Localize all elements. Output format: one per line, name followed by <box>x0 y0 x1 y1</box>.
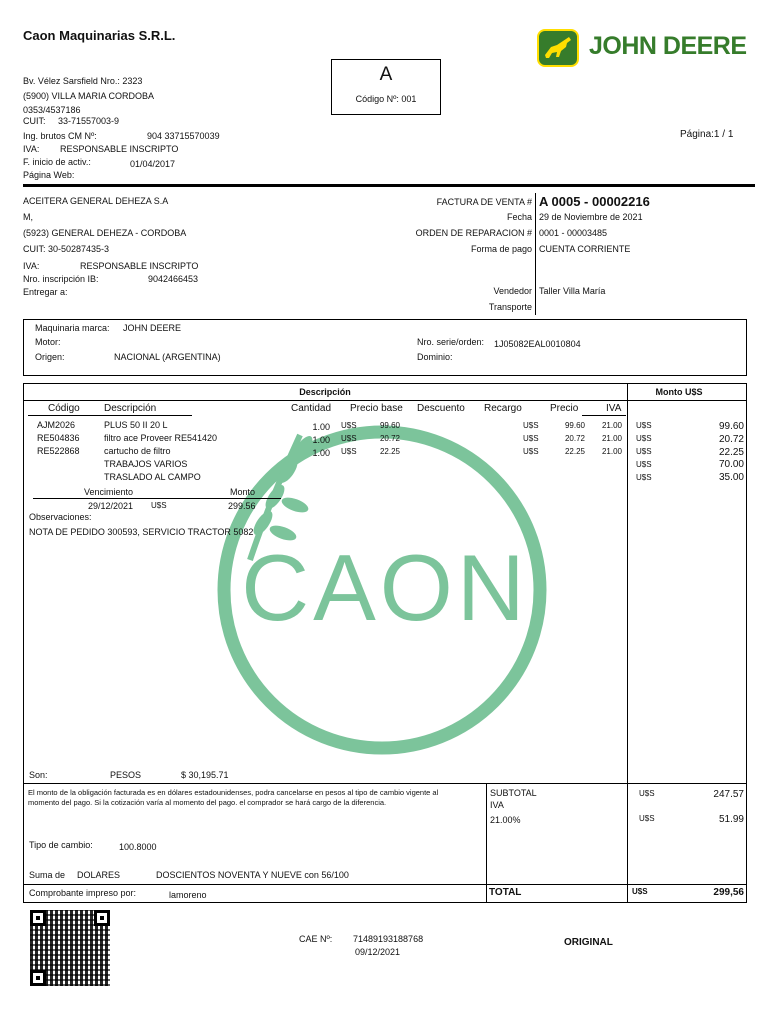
marca-label: Maquinaria marca: <box>35 323 110 333</box>
vendedor-label: Vendedor <box>493 286 532 296</box>
impreso-value: lamoreno <box>169 890 207 900</box>
row-desc: TRASLADO AL CAMPO <box>104 472 201 482</box>
vencimiento-monto: 299.56 <box>228 501 256 511</box>
iva-currency: U$S <box>639 814 655 823</box>
company-inicio-label: F. inicio de activ.: <box>23 157 91 167</box>
row-base: 22.25 <box>379 447 400 456</box>
col-iva: IVA <box>606 403 622 414</box>
client-name: ACEITERA GENERAL DEHEZA S.A <box>23 196 169 206</box>
motor-label: Motor: <box>35 337 61 347</box>
company-ing: 904 33715570039 <box>147 131 220 141</box>
row-desc: filtro ace Proveer RE541420 <box>104 433 218 443</box>
legal-text: El monto de la obligación facturada es en dólares estadounidenses, podra cancelarse en pesos al tipo de cambio vigente al momento del pago. Si la cotización varía al momento del pago. el comprador se hará cargo de la diferencia. <box>28 788 439 807</box>
row-monto: 22.25 <box>718 447 744 458</box>
origen-value: NACIONAL (ARGENTINA) <box>114 352 221 362</box>
son-currency: PESOS <box>110 770 142 780</box>
row-codigo: RE504836 <box>37 433 80 443</box>
col-underline-1 <box>28 415 192 416</box>
row-base: 99.60 <box>379 421 400 430</box>
client-iva-label: IVA: <box>23 261 40 271</box>
row-codigo: AJM2026 <box>37 420 76 430</box>
company-cuit: 33-71557003-9 <box>58 116 120 126</box>
row-monto-currency: U$S <box>636 473 652 482</box>
qr-finder <box>94 910 110 926</box>
col-precio-base: Precio base <box>350 403 403 414</box>
table-header-line <box>23 400 747 401</box>
col-cantidad: Cantidad <box>291 403 332 414</box>
monto-header: Monto U$S <box>655 387 703 397</box>
orden-label: ORDEN DE REPARACION # <box>415 228 532 238</box>
client-line2: M, <box>23 212 33 222</box>
factura-number: A 0005 - 00002216 <box>539 194 650 209</box>
row-monto: 20.72 <box>718 434 744 445</box>
pago-value: CUENTA CORRIENTE <box>539 244 631 254</box>
subtotal-label: SUBTOTAL <box>490 788 537 798</box>
caon-stamp <box>195 405 565 775</box>
monto-column-line <box>627 383 628 903</box>
orden-value: 0001 - 00003485 <box>539 228 608 238</box>
company-address2: (5900) VILLA MARIA CORDOBA <box>23 91 155 101</box>
client-address: (5923) GENERAL DEHEZA - CORDOBA <box>23 228 187 238</box>
suma-label: Suma de <box>29 870 66 880</box>
row-monto: 99.60 <box>718 421 744 432</box>
page-number: Página:1 / 1 <box>680 129 734 140</box>
son-amount: $ 30,195.71 <box>181 770 229 780</box>
row-monto-currency: U$S <box>636 460 652 469</box>
vendedor-value: Taller Villa María <box>539 286 606 296</box>
total-label: TOTAL <box>489 887 522 898</box>
col-precio: Precio <box>550 403 579 414</box>
row-iva: 21.00 <box>601 434 622 443</box>
brand-name: JOHN DEERE <box>589 32 747 60</box>
iva-rate: 21.00% <box>490 815 521 825</box>
row-base: 20.72 <box>379 434 400 443</box>
subtotal-value: 247.57 <box>713 789 744 800</box>
header-divider <box>23 184 755 187</box>
suma-currency: DOLARES <box>77 870 121 880</box>
bottom-section-line <box>23 783 747 784</box>
company-phone: 0353/4537186 <box>23 105 81 115</box>
cae-date: 09/12/2021 <box>355 947 401 957</box>
row-currency: U$S <box>341 434 357 443</box>
origen-label: Origen: <box>35 352 65 362</box>
factura-label: FACTURA DE VENTA # <box>436 197 532 207</box>
impreso-label: Comprobante impreso por: <box>29 888 137 898</box>
deer-icon <box>537 29 579 67</box>
vencimiento-underline <box>33 498 281 499</box>
row-precio: 22.25 <box>564 447 585 456</box>
row-currency: U$S <box>341 447 357 456</box>
marca-value: JOHN DEERE <box>123 323 182 333</box>
impreso-line <box>23 884 747 885</box>
row-monto-currency: U$S <box>636 434 652 443</box>
vencimiento-currency: U$S <box>151 501 167 510</box>
row-desc: cartucho de filtro <box>104 446 171 456</box>
company-web-label: Página Web: <box>23 170 75 180</box>
tipo-cambio-value: 100.8000 <box>119 842 157 852</box>
row-currency: U$S <box>341 421 357 430</box>
vencimiento-label: Vencimiento <box>84 487 134 497</box>
dominio-label: Dominio: <box>417 352 453 362</box>
col-underline-2 <box>582 415 626 416</box>
vencimiento-fecha: 29/12/2021 <box>88 501 134 511</box>
doc-type-box <box>331 59 441 115</box>
observaciones-text: NOTA DE PEDIDO 300593, SERVICIO TRACTOR 5082 <box>29 527 254 537</box>
totals-divider <box>486 783 487 903</box>
row-monto-currency: U$S <box>636 447 652 456</box>
pago-label: Forma de pago <box>470 244 532 254</box>
doc-letter: A <box>379 64 393 85</box>
row-monto-currency: U$S <box>636 421 652 430</box>
company-inicio: 01/04/2017 <box>130 159 176 169</box>
qr-finder <box>30 970 46 986</box>
client-cuit: CUIT: 30-50287435-3 <box>23 244 110 254</box>
client-ib: 9042466453 <box>148 274 199 284</box>
cae-number: 71489193188768 <box>353 934 424 944</box>
fecha-label: Fecha <box>506 212 532 222</box>
invoice-divider <box>535 193 536 315</box>
subtotal-currency: U$S <box>639 789 655 798</box>
row-iva: 21.00 <box>601 421 622 430</box>
qr-code <box>30 910 110 986</box>
client-iva: RESPONSABLE INSCRIPTO <box>80 261 199 271</box>
transporte-label: Transporte <box>488 302 532 312</box>
qr-finder <box>30 910 46 926</box>
row-desc: TRABAJOS VARIOS <box>104 459 188 469</box>
company-iva-label: IVA: <box>23 144 40 154</box>
row-iva: 21.00 <box>601 447 622 456</box>
row-currency: U$S <box>523 434 539 443</box>
cae-label: CAE Nº: <box>299 934 333 944</box>
iva-label: IVA <box>490 800 504 810</box>
original-label: ORIGINAL <box>564 937 613 948</box>
col-descripcion: Descripción <box>104 403 157 414</box>
company-address1: Bv. Vélez Sarsfield Nro.: 2323 <box>23 76 143 86</box>
row-cant: 1.00 <box>312 448 330 458</box>
col-codigo: Código <box>48 403 80 414</box>
iva-value: 51.99 <box>718 814 744 825</box>
total-currency: U$S <box>632 887 648 896</box>
row-monto: 35.00 <box>718 472 744 483</box>
fecha-value: 29 de Noviembre de 2021 <box>539 212 643 222</box>
col-recargo: Recargo <box>484 403 522 414</box>
row-cant: 1.00 <box>312 435 330 445</box>
total-value: 299,56 <box>713 887 744 898</box>
row-currency: U$S <box>523 421 539 430</box>
serie-value: 1J05082EAL0010804 <box>494 339 581 349</box>
desc-header: Descripción <box>299 387 351 397</box>
col-descuento: Descuento <box>417 403 465 414</box>
row-precio: 99.60 <box>564 421 585 430</box>
tipo-cambio-label: Tipo de cambio: <box>29 840 93 850</box>
row-monto: 70.00 <box>718 459 744 470</box>
row-codigo: RE522868 <box>37 446 80 456</box>
stamp-text: CAON <box>241 535 529 640</box>
vencimiento-monto-label: Monto <box>230 487 256 497</box>
row-precio: 20.72 <box>564 434 585 443</box>
son-label: Son: <box>29 770 48 780</box>
row-desc: PLUS 50 II 20 L <box>104 420 168 430</box>
observaciones-label: Observaciones: <box>29 512 92 522</box>
row-cant: 1.00 <box>312 422 330 432</box>
company-cuit-label: CUIT: <box>23 116 46 126</box>
company-ing-label: Ing. brutos CM Nº: <box>23 131 97 141</box>
suma-text: DOSCIENTOS NOVENTA Y NUEVE con 56/100 <box>156 870 349 880</box>
doc-code: Código Nº: 001 <box>355 94 417 104</box>
client-entregar: Entregar a: <box>23 287 68 297</box>
company-name: Caon Maquinarias S.R.L. <box>23 28 176 43</box>
serie-label: Nro. serie/orden: <box>417 337 485 347</box>
row-currency: U$S <box>523 447 539 456</box>
client-ib-label: Nro. inscripción IB: <box>23 274 99 284</box>
company-iva: RESPONSABLE INSCRIPTO <box>60 144 179 154</box>
